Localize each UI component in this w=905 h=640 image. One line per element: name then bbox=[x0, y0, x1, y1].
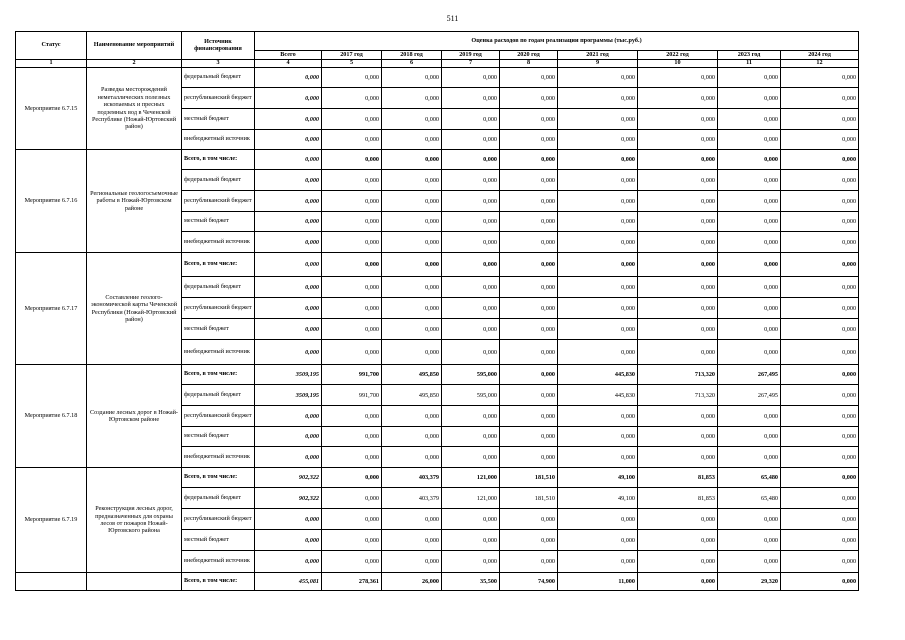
value-year: 0,000 bbox=[442, 406, 500, 427]
value-year: 0,000 bbox=[638, 277, 718, 298]
value-total: 902,322 bbox=[255, 468, 322, 488]
value-year: 0,000 bbox=[500, 509, 558, 530]
value-year: 0,000 bbox=[718, 109, 781, 130]
value-year: 0,000 bbox=[382, 191, 442, 212]
header-year: 2017 год bbox=[322, 51, 382, 60]
value-year: 0,000 bbox=[442, 298, 500, 319]
value-year: 0,000 bbox=[442, 88, 500, 109]
funding-source: федеральный бюджет bbox=[182, 277, 255, 298]
header-source: Источник финансирования bbox=[182, 32, 255, 60]
value-total: 3509,195 bbox=[255, 365, 322, 385]
value-year: 0,000 bbox=[442, 232, 500, 253]
value-year: 0,000 bbox=[322, 319, 382, 340]
value-year: 0,000 bbox=[638, 509, 718, 530]
value-total: 0,000 bbox=[255, 319, 322, 340]
value-year: 0,000 bbox=[322, 277, 382, 298]
value-year: 0,000 bbox=[638, 406, 718, 427]
value-year: 0,000 bbox=[718, 298, 781, 319]
value-year: 0,000 bbox=[322, 130, 382, 150]
value-year: 0,000 bbox=[500, 365, 558, 385]
value-year: 0,000 bbox=[382, 109, 442, 130]
value-year: 0,000 bbox=[781, 130, 859, 150]
value-year: 0,000 bbox=[382, 340, 442, 365]
value-year: 0,000 bbox=[500, 406, 558, 427]
value-year: 121,000 bbox=[442, 488, 500, 509]
value-year: 0,000 bbox=[322, 232, 382, 253]
funding-source: местный бюджет bbox=[182, 319, 255, 340]
value-year: 0,000 bbox=[718, 551, 781, 573]
value-year: 0,000 bbox=[781, 551, 859, 573]
value-year: 0,000 bbox=[322, 340, 382, 365]
value-year: 0,000 bbox=[442, 150, 500, 170]
table-body bbox=[16, 68, 859, 591]
value-year: 0,000 bbox=[718, 212, 781, 232]
funding-source: федеральный бюджет bbox=[182, 170, 255, 191]
value-year: 35,500 bbox=[442, 573, 500, 591]
value-year: 0,000 bbox=[718, 191, 781, 212]
value-year: 0,000 bbox=[638, 319, 718, 340]
value-year: 0,000 bbox=[718, 253, 781, 277]
funding-source: Всего, в том числе: bbox=[182, 253, 255, 277]
value-year: 0,000 bbox=[638, 130, 718, 150]
table-row bbox=[16, 468, 859, 488]
value-year: 0,000 bbox=[322, 530, 382, 551]
value-year: 0,000 bbox=[322, 427, 382, 447]
value-year: 0,000 bbox=[718, 530, 781, 551]
value-year: 0,000 bbox=[322, 253, 382, 277]
value-year: 0,000 bbox=[558, 212, 638, 232]
value-year: 0,000 bbox=[638, 253, 718, 277]
value-year: 11,000 bbox=[558, 573, 638, 591]
value-year: 0,000 bbox=[500, 340, 558, 365]
header-column-number: 10 bbox=[638, 60, 718, 68]
value-year: 0,000 bbox=[322, 212, 382, 232]
header-column-number: 1 bbox=[16, 60, 87, 68]
value-year: 0,000 bbox=[382, 319, 442, 340]
value-total: 455,081 bbox=[255, 573, 322, 591]
value-year: 0,000 bbox=[781, 488, 859, 509]
value-year: 0,000 bbox=[442, 551, 500, 573]
value-year: 0,000 bbox=[322, 191, 382, 212]
value-year: 991,700 bbox=[322, 385, 382, 406]
value-total: 0,000 bbox=[255, 298, 322, 319]
header-year: 2023 год bbox=[718, 51, 781, 60]
value-year: 0,000 bbox=[638, 68, 718, 88]
value-year: 445,830 bbox=[558, 385, 638, 406]
value-total: 0,000 bbox=[255, 253, 322, 277]
value-year: 181,510 bbox=[500, 488, 558, 509]
activity-name: Региональные геологосъемочные работы в Ножай-Юртовском районе bbox=[87, 150, 182, 253]
value-year: 0,000 bbox=[500, 130, 558, 150]
value-year: 0,000 bbox=[558, 109, 638, 130]
value-year: 0,000 bbox=[718, 277, 781, 298]
activity-status: Мероприятие 6.7.16 bbox=[16, 150, 87, 253]
value-year: 0,000 bbox=[382, 530, 442, 551]
value-year: 0,000 bbox=[558, 191, 638, 212]
funding-source: местный бюджет bbox=[182, 212, 255, 232]
value-year: 0,000 bbox=[322, 109, 382, 130]
table-row bbox=[16, 365, 859, 385]
value-total: 902,322 bbox=[255, 488, 322, 509]
value-year: 0,000 bbox=[382, 427, 442, 447]
value-year: 0,000 bbox=[638, 109, 718, 130]
funding-source: Всего, в том числе: bbox=[182, 365, 255, 385]
value-year: 0,000 bbox=[500, 253, 558, 277]
value-year: 0,000 bbox=[781, 109, 859, 130]
value-year: 0,000 bbox=[500, 385, 558, 406]
value-year: 0,000 bbox=[718, 509, 781, 530]
value-year: 0,000 bbox=[718, 150, 781, 170]
value-year: 0,000 bbox=[638, 170, 718, 191]
funding-source: федеральный бюджет bbox=[182, 385, 255, 406]
funding-source: Всего, в том числе: bbox=[182, 573, 255, 591]
value-year: 0,000 bbox=[382, 298, 442, 319]
value-year: 0,000 bbox=[382, 447, 442, 468]
value-year: 81,853 bbox=[638, 488, 718, 509]
value-year: 0,000 bbox=[718, 447, 781, 468]
value-year: 0,000 bbox=[781, 468, 859, 488]
header-estimate: Оценка расходов по годам реализации программы (тыс.руб.) bbox=[255, 32, 859, 51]
value-total: 0,000 bbox=[255, 150, 322, 170]
value-total: 0,000 bbox=[255, 109, 322, 130]
value-year: 0,000 bbox=[500, 551, 558, 573]
value-year: 0,000 bbox=[442, 130, 500, 150]
value-year: 65,480 bbox=[718, 488, 781, 509]
value-year: 0,000 bbox=[322, 298, 382, 319]
value-year: 0,000 bbox=[718, 319, 781, 340]
value-total: 3509,195 bbox=[255, 385, 322, 406]
value-total: 0,000 bbox=[255, 427, 322, 447]
funding-source: местный бюджет bbox=[182, 427, 255, 447]
value-year: 403,379 bbox=[382, 468, 442, 488]
value-year: 74,900 bbox=[500, 573, 558, 591]
value-year: 0,000 bbox=[718, 406, 781, 427]
value-year: 0,000 bbox=[382, 509, 442, 530]
value-total: 0,000 bbox=[255, 530, 322, 551]
value-year: 495,850 bbox=[382, 365, 442, 385]
header-name: Наименование мероприятий bbox=[87, 32, 182, 60]
header-status: Статус bbox=[16, 32, 87, 60]
header-year: 2024 год bbox=[781, 51, 859, 60]
value-year: 49,100 bbox=[558, 488, 638, 509]
page-number: 511 bbox=[446, 14, 459, 23]
value-year: 0,000 bbox=[322, 488, 382, 509]
value-year: 0,000 bbox=[382, 253, 442, 277]
value-year: 0,000 bbox=[558, 427, 638, 447]
value-year: 0,000 bbox=[781, 170, 859, 191]
value-year: 0,000 bbox=[322, 406, 382, 427]
value-year: 0,000 bbox=[500, 150, 558, 170]
value-year: 0,000 bbox=[781, 447, 859, 468]
value-year: 0,000 bbox=[638, 212, 718, 232]
value-year: 0,000 bbox=[781, 68, 859, 88]
header-column-number: 12 bbox=[781, 60, 859, 68]
funding-source: республиканский бюджет bbox=[182, 88, 255, 109]
value-year: 0,000 bbox=[781, 88, 859, 109]
value-year: 595,000 bbox=[442, 365, 500, 385]
funding-source: республиканский бюджет bbox=[182, 406, 255, 427]
value-year: 0,000 bbox=[500, 68, 558, 88]
value-total: 0,000 bbox=[255, 68, 322, 88]
value-year: 0,000 bbox=[382, 212, 442, 232]
value-total: 0,000 bbox=[255, 88, 322, 109]
value-year: 0,000 bbox=[638, 191, 718, 212]
funding-source: местный бюджет bbox=[182, 530, 255, 551]
value-year: 0,000 bbox=[322, 468, 382, 488]
value-year: 0,000 bbox=[442, 509, 500, 530]
value-year: 0,000 bbox=[781, 427, 859, 447]
header-year: 2019 год bbox=[442, 51, 500, 60]
value-year: 0,000 bbox=[500, 530, 558, 551]
value-year: 0,000 bbox=[558, 68, 638, 88]
budget-table bbox=[15, 31, 859, 591]
value-year: 0,000 bbox=[442, 427, 500, 447]
header-column-number: 7 bbox=[442, 60, 500, 68]
value-year: 0,000 bbox=[718, 340, 781, 365]
value-year: 0,000 bbox=[442, 447, 500, 468]
value-year: 0,000 bbox=[638, 447, 718, 468]
table-row bbox=[16, 150, 859, 170]
funding-source: внебюджетный источник bbox=[182, 551, 255, 573]
value-total: 0,000 bbox=[255, 509, 322, 530]
value-year: 0,000 bbox=[781, 277, 859, 298]
funding-source: внебюджетный источник bbox=[182, 447, 255, 468]
value-year: 0,000 bbox=[500, 319, 558, 340]
value-year: 0,000 bbox=[500, 191, 558, 212]
value-year: 0,000 bbox=[382, 232, 442, 253]
value-total: 0,000 bbox=[255, 406, 322, 427]
value-year: 0,000 bbox=[442, 212, 500, 232]
value-year: 0,000 bbox=[500, 427, 558, 447]
value-year: 0,000 bbox=[322, 509, 382, 530]
value-year: 0,000 bbox=[322, 150, 382, 170]
table-header bbox=[16, 32, 859, 68]
funding-source: Всего, в том числе: bbox=[182, 150, 255, 170]
value-year: 0,000 bbox=[638, 551, 718, 573]
value-year: 0,000 bbox=[382, 277, 442, 298]
header-year: 2021 год bbox=[558, 51, 638, 60]
value-year: 0,000 bbox=[558, 130, 638, 150]
value-year: 0,000 bbox=[558, 298, 638, 319]
value-year: 0,000 bbox=[718, 68, 781, 88]
activity-status: Мероприятие 6.7.15 bbox=[16, 68, 87, 150]
value-year: 0,000 bbox=[382, 406, 442, 427]
value-year: 0,000 bbox=[781, 232, 859, 253]
value-total: 0,000 bbox=[255, 277, 322, 298]
table-row bbox=[16, 573, 859, 591]
value-year: 0,000 bbox=[322, 170, 382, 191]
value-year: 0,000 bbox=[382, 130, 442, 150]
funding-source: республиканский бюджет bbox=[182, 191, 255, 212]
value-year: 0,000 bbox=[558, 406, 638, 427]
value-year: 49,100 bbox=[558, 468, 638, 488]
value-year: 0,000 bbox=[322, 68, 382, 88]
value-year: 0,000 bbox=[638, 573, 718, 591]
header-column-number: 4 bbox=[255, 60, 322, 68]
value-year: 181,510 bbox=[500, 468, 558, 488]
value-year: 29,320 bbox=[718, 573, 781, 591]
value-year: 0,000 bbox=[558, 277, 638, 298]
value-year: 0,000 bbox=[442, 170, 500, 191]
value-year: 0,000 bbox=[558, 551, 638, 573]
value-year: 0,000 bbox=[382, 551, 442, 573]
value-year: 0,000 bbox=[442, 530, 500, 551]
value-year: 0,000 bbox=[382, 68, 442, 88]
value-year: 81,853 bbox=[638, 468, 718, 488]
value-year: 0,000 bbox=[781, 530, 859, 551]
value-year: 65,480 bbox=[718, 468, 781, 488]
value-year: 0,000 bbox=[638, 232, 718, 253]
value-year: 0,000 bbox=[500, 298, 558, 319]
value-year: 0,000 bbox=[638, 530, 718, 551]
funding-source: республиканский бюджет bbox=[182, 509, 255, 530]
value-year: 0,000 bbox=[718, 170, 781, 191]
value-year: 0,000 bbox=[442, 340, 500, 365]
value-year: 0,000 bbox=[558, 447, 638, 468]
header-numbers-row bbox=[16, 60, 859, 68]
value-year: 0,000 bbox=[781, 573, 859, 591]
value-year: 0,000 bbox=[558, 232, 638, 253]
value-total: 0,000 bbox=[255, 212, 322, 232]
header-column-number: 9 bbox=[558, 60, 638, 68]
value-year: 0,000 bbox=[442, 68, 500, 88]
activity-status: Мероприятие 6.7.17 bbox=[16, 253, 87, 365]
value-year: 403,379 bbox=[382, 488, 442, 509]
value-year: 991,700 bbox=[322, 365, 382, 385]
header-year: 2020 год bbox=[500, 51, 558, 60]
value-year: 0,000 bbox=[638, 150, 718, 170]
activity-status: Мероприятие 6.7.18 bbox=[16, 365, 87, 468]
value-year: 0,000 bbox=[382, 88, 442, 109]
header-column-number: 11 bbox=[718, 60, 781, 68]
header-year: 2022 год bbox=[638, 51, 718, 60]
activity-status: Мероприятие 6.7.19 bbox=[16, 468, 87, 573]
value-year: 713,320 bbox=[638, 365, 718, 385]
value-year: 0,000 bbox=[442, 253, 500, 277]
value-year: 0,000 bbox=[638, 340, 718, 365]
header-column-number: 8 bbox=[500, 60, 558, 68]
funding-source: внебюджетный источник bbox=[182, 232, 255, 253]
value-year: 0,000 bbox=[558, 253, 638, 277]
value-year: 267,495 bbox=[718, 365, 781, 385]
value-year: 278,361 bbox=[322, 573, 382, 591]
value-year: 0,000 bbox=[500, 88, 558, 109]
value-year: 0,000 bbox=[500, 277, 558, 298]
value-total: 0,000 bbox=[255, 340, 322, 365]
value-year: 0,000 bbox=[558, 170, 638, 191]
funding-source: федеральный бюджет bbox=[182, 68, 255, 88]
value-year: 0,000 bbox=[442, 109, 500, 130]
activity-name: Создание лесных дорог в Ножай-Юртовском районе bbox=[87, 365, 182, 468]
funding-source: внебюджетный источник bbox=[182, 340, 255, 365]
activity-name: Разведка месторождений неметаллических полезных ископаемых и пресных подземных вод в Чеченской Республике (Ножай-Юртовский район) bbox=[87, 68, 182, 150]
value-year: 0,000 bbox=[442, 191, 500, 212]
header-column-number: 2 bbox=[87, 60, 182, 68]
value-year: 713,320 bbox=[638, 385, 718, 406]
value-year: 0,000 bbox=[781, 365, 859, 385]
value-year: 595,000 bbox=[442, 385, 500, 406]
header-total: Всего bbox=[255, 51, 322, 60]
value-total: 0,000 bbox=[255, 551, 322, 573]
value-year: 0,000 bbox=[500, 447, 558, 468]
header-column-number: 5 bbox=[322, 60, 382, 68]
activity-name bbox=[87, 573, 182, 591]
value-year: 0,000 bbox=[442, 319, 500, 340]
value-year: 0,000 bbox=[781, 406, 859, 427]
value-year: 0,000 bbox=[322, 88, 382, 109]
value-year: 495,850 bbox=[382, 385, 442, 406]
activity-status bbox=[16, 573, 87, 591]
value-year: 445,830 bbox=[558, 365, 638, 385]
value-year: 0,000 bbox=[718, 130, 781, 150]
value-year: 0,000 bbox=[781, 253, 859, 277]
header-column-number: 6 bbox=[382, 60, 442, 68]
value-year: 0,000 bbox=[322, 447, 382, 468]
value-year: 0,000 bbox=[781, 340, 859, 365]
value-year: 0,000 bbox=[500, 109, 558, 130]
value-year: 121,000 bbox=[442, 468, 500, 488]
value-year: 0,000 bbox=[500, 212, 558, 232]
value-year: 0,000 bbox=[718, 427, 781, 447]
value-year: 267,495 bbox=[718, 385, 781, 406]
value-total: 0,000 bbox=[255, 130, 322, 150]
value-year: 0,000 bbox=[781, 212, 859, 232]
funding-source: Всего, в том числе: bbox=[182, 468, 255, 488]
value-year: 0,000 bbox=[558, 150, 638, 170]
value-year: 0,000 bbox=[500, 170, 558, 191]
value-year: 0,000 bbox=[500, 232, 558, 253]
value-year: 0,000 bbox=[781, 298, 859, 319]
value-year: 0,000 bbox=[781, 509, 859, 530]
value-year: 0,000 bbox=[382, 170, 442, 191]
value-year: 0,000 bbox=[638, 427, 718, 447]
header-column-number: 3 bbox=[182, 60, 255, 68]
value-year: 0,000 bbox=[558, 319, 638, 340]
value-year: 0,000 bbox=[718, 232, 781, 253]
funding-source: республиканский бюджет bbox=[182, 298, 255, 319]
value-year: 0,000 bbox=[781, 319, 859, 340]
value-year: 0,000 bbox=[558, 340, 638, 365]
activity-name: Составление геолого-экономической карты Чеченской Республики (Ножай-Юртовский район) bbox=[87, 253, 182, 365]
value-year: 0,000 bbox=[558, 509, 638, 530]
value-year: 0,000 bbox=[638, 298, 718, 319]
value-year: 0,000 bbox=[442, 277, 500, 298]
table-row bbox=[16, 68, 859, 88]
header-year: 2018 год bbox=[382, 51, 442, 60]
value-year: 0,000 bbox=[781, 191, 859, 212]
value-year: 0,000 bbox=[322, 551, 382, 573]
value-year: 0,000 bbox=[558, 88, 638, 109]
value-total: 0,000 bbox=[255, 170, 322, 191]
funding-source: местный бюджет bbox=[182, 109, 255, 130]
value-total: 0,000 bbox=[255, 447, 322, 468]
table-row bbox=[16, 253, 859, 277]
value-total: 0,000 bbox=[255, 191, 322, 212]
value-year: 0,000 bbox=[781, 385, 859, 406]
value-year: 26,000 bbox=[382, 573, 442, 591]
value-year: 0,000 bbox=[638, 88, 718, 109]
funding-source: внебюджетный источник bbox=[182, 130, 255, 150]
value-year: 0,000 bbox=[558, 530, 638, 551]
value-year: 0,000 bbox=[781, 150, 859, 170]
value-year: 0,000 bbox=[718, 88, 781, 109]
funding-source: федеральный бюджет bbox=[182, 488, 255, 509]
value-year: 0,000 bbox=[382, 150, 442, 170]
value-total: 0,000 bbox=[255, 232, 322, 253]
activity-name: Реконструкция лесных дорог, предназначенных для охраны лесов от пожаров Ножай-Юртовского района bbox=[87, 468, 182, 573]
